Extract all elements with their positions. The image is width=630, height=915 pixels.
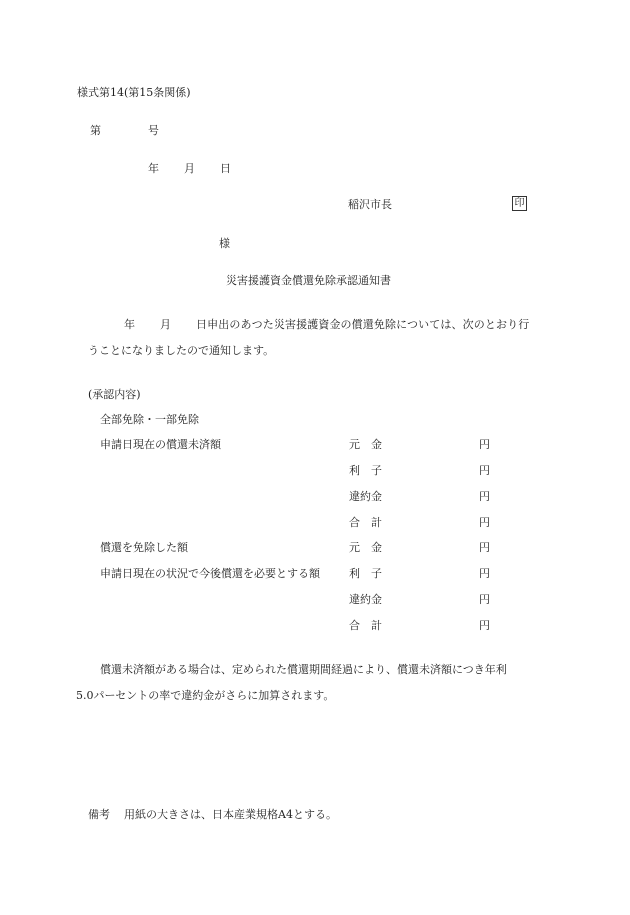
section-label: 償還を免除した額 — [100, 541, 188, 554]
item-unit: 円 — [479, 541, 490, 554]
section-label: 申請日現在の償還未済額 — [100, 438, 221, 451]
remarks-label: 備考 — [88, 808, 110, 821]
penalty-note-line-1: 償還未済額がある場合は、定められた償還期間経過により、償還未済額につき年利 — [100, 663, 507, 676]
item-unit: 円 — [479, 619, 490, 632]
penalty-note-line-2: 5.0パーセントの率で違約金がさらに加算されます。 — [76, 689, 335, 702]
document-title: 災害援護資金償還免除承認通知書 — [226, 274, 391, 287]
section-label: 申請日現在の状況で今後償還を必要とする額 — [100, 567, 320, 580]
item-name: 合 計 — [349, 619, 382, 632]
remarks-text: 用紙の大きさは、日本産業規格A4とする。 — [124, 808, 337, 821]
item-name: 利 子 — [349, 567, 382, 580]
issuer: 稲沢市長 — [348, 198, 392, 211]
item-name: 元 金 — [349, 541, 382, 554]
document-number-suffix: 号 — [148, 124, 159, 137]
item-name: 合 計 — [349, 516, 382, 529]
body-year: 年 — [124, 318, 135, 331]
body-month: 月 — [160, 318, 171, 331]
item-unit: 円 — [479, 593, 490, 606]
date-year: 年 — [148, 162, 159, 175]
item-unit: 円 — [479, 464, 490, 477]
approval-heading: (承認内容) — [88, 388, 141, 401]
addressee-suffix: 様 — [219, 237, 230, 250]
date-month: 月 — [184, 162, 195, 175]
item-name: 元 金 — [349, 438, 382, 451]
body-line-1: 日申出のあつた災害援護資金の償還免除については、次のとおり行 — [196, 318, 530, 331]
item-name: 違約金 — [349, 490, 382, 503]
item-unit: 円 — [479, 567, 490, 580]
form-id: 様式第14(第15条関係) — [77, 86, 191, 99]
item-name: 利 子 — [349, 464, 382, 477]
item-unit: 円 — [479, 516, 490, 529]
seal-mark: 印 — [512, 196, 527, 211]
document-number-prefix: 第 — [90, 124, 101, 137]
item-unit: 円 — [479, 438, 490, 451]
body-line-2: うことになりましたので通知します。 — [88, 344, 275, 357]
item-name: 違約金 — [349, 593, 382, 606]
item-unit: 円 — [479, 490, 490, 503]
date-day: 日 — [220, 162, 231, 175]
approval-option: 全部免除・一部免除 — [100, 413, 199, 426]
